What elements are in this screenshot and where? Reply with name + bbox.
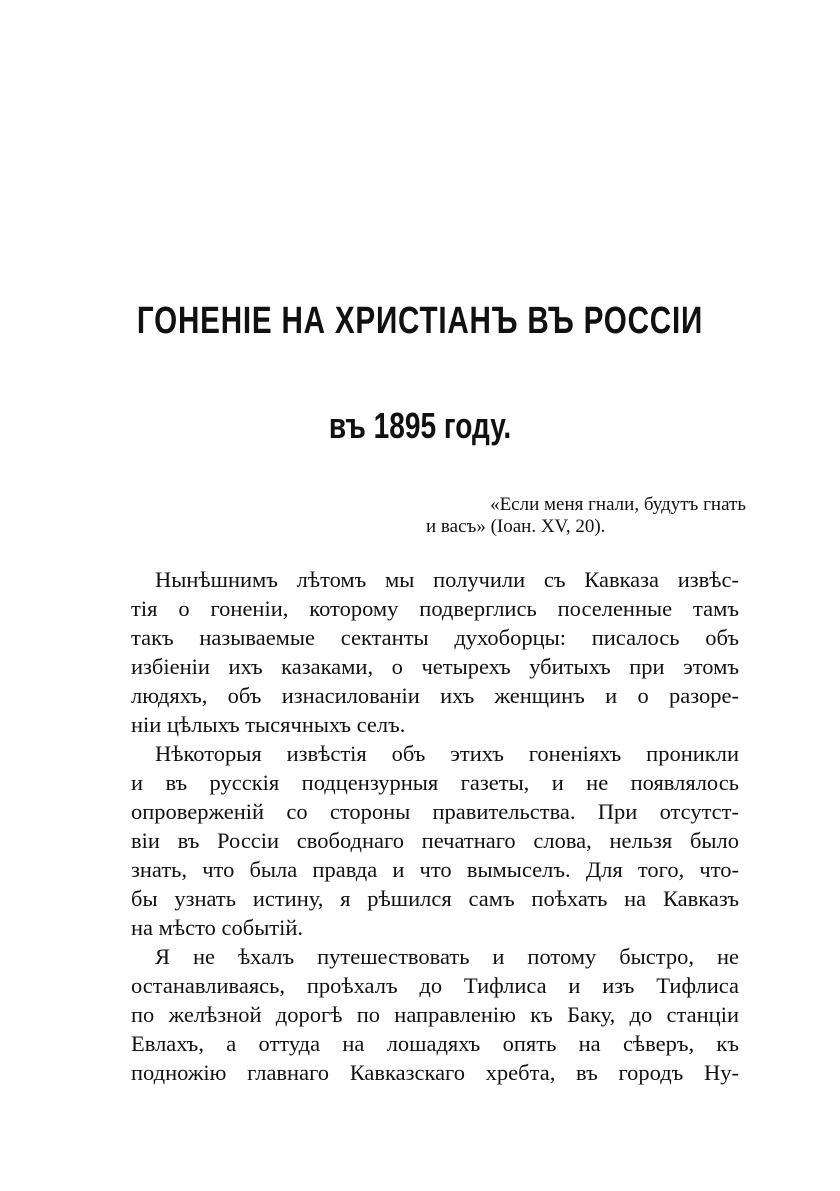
text-line: знать, что была правда и что вымыселъ. Для того, что-	[131, 857, 739, 882]
text-line: бы узнать истину, я рѣшился самъ поѣхать на Кавказъ	[131, 886, 739, 911]
page-subtitle: въ 1895 году.	[328, 405, 512, 446]
text-line: опроверженій со стороны правительства. При отсутст-	[131, 799, 739, 824]
text-line: Нѣкоторыя извѣстія объ этихъ гоненіяхъ проникли	[155, 741, 739, 766]
text-line: избіеніи ихъ казаками, о четырехъ убитыхъ при этомъ	[131, 654, 739, 679]
text-line: останавливаясь, проѣхалъ до Тифлиса и изъ Тифлиса	[131, 973, 739, 998]
text-line: на мѣсто событій.	[131, 915, 304, 940]
text-line: Нынѣшнимъ лѣтомъ мы получили съ Кавказа извѣс-	[155, 567, 739, 592]
page-title: ГОНЕНІЕ НА ХРИСТІАНЪ ВЪ РОССІИ	[136, 300, 704, 342]
text-line: віи въ Россіи свободнаго печатнаго слова, нельзя было	[131, 828, 739, 853]
text-line: людяхъ, объ изнасилованіи ихъ женщинъ и о разоре-	[131, 683, 739, 708]
text-line: и въ русскія подцензурныя газеты, и не появлялось	[131, 770, 739, 795]
paragraph	[131, 739, 739, 942]
epigraph-line: и васъ» (Іоан. XV, 20).	[426, 516, 606, 537]
text-line: по желѣзной дорогѣ по направленію къ Баку, до станціи	[131, 1002, 739, 1027]
text-line: Я не ѣхалъ путешествовать и потому быстро, не	[155, 944, 739, 969]
paragraph	[131, 942, 739, 1087]
text-line: тія о гоненіи, которому подверглись поселенные тамъ	[131, 596, 739, 621]
epigraph	[426, 494, 746, 538]
text-line: Евлахъ, а оттуда на лошадяхъ опять на сѣверъ, къ	[131, 1031, 739, 1056]
text-line: такъ называемые сектанты духоборцы: писалось объ	[131, 625, 739, 650]
text-line: ніи цѣлыхъ тысячныхъ селъ.	[131, 712, 406, 737]
body-text	[131, 565, 739, 1087]
text-line: подножію главнаго Кавказскаго хребта, въ городъ Ну-	[131, 1060, 739, 1085]
paragraph	[131, 565, 739, 739]
epigraph-line: «Если меня гнали, будутъ гнать	[490, 494, 746, 515]
